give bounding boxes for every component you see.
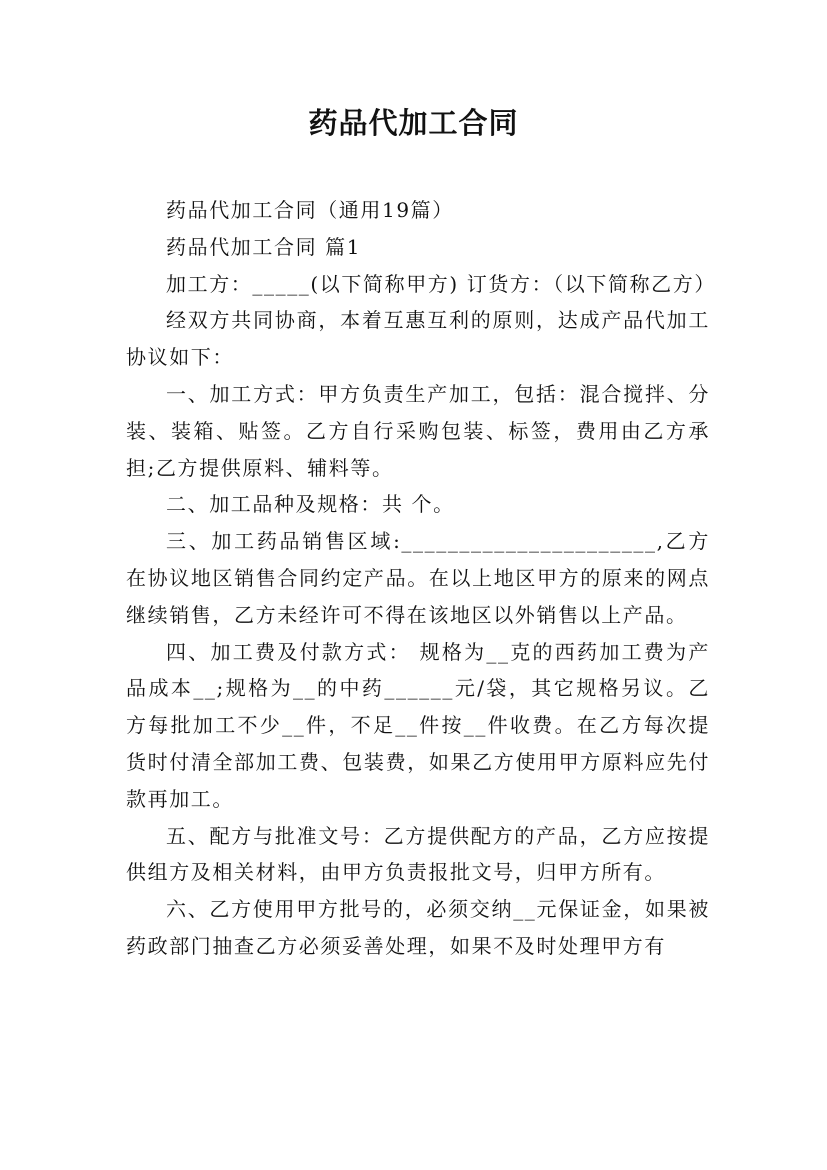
- document-title: 药品代加工合同: [308, 106, 519, 140]
- paragraph-parties: 加工方：_____(以下简称甲方) 订货方：（以下简称乙方）: [166, 271, 716, 296]
- paragraph-clause-2: 二、加工品种及规格：共 个。: [166, 492, 455, 517]
- paragraph-section-heading: 药品代加工合同 篇1: [166, 234, 362, 259]
- paragraph-preamble: 经双方共同协商，本着互惠互利的原则，达成产品代加工协议如下：: [126, 308, 710, 370]
- paragraph-clause-4: 四、加工费及付款方式： 规格为__克的西药加工费为产品成本__;规格为__的中药______元/袋，其它规格另议。乙方每批加工不少__件，不足__件按__件收费。在乙方每次提货时付清全部加工费、包装费，如果乙方使用甲方原料应先付款再加工。: [126, 639, 710, 811]
- paragraph-clause-1: 一、加工方式：甲方负责生产加工，包括：混合搅拌、分装、装箱、贴签。乙方自行采购包装、标签，费用由乙方承担;乙方提供原料、辅料等。: [126, 381, 710, 480]
- paragraph-clause-5: 五、配方与批准文号：乙方提供配方的产品，乙方应按提供组方及相关材料，由甲方负责报批文号，归甲方所有。: [126, 823, 710, 885]
- paragraph-subtitle: 药品代加工合同（通用19篇）: [166, 198, 454, 222]
- paragraph-clause-6: 六、乙方使用甲方批号的，必须交纳__元保证金，如果被药政部门抽查乙方必须妥善处理，如果不及时处理甲方有: [126, 897, 710, 958]
- document-body: [126, 192, 716, 965]
- paragraph-clause-3: 三、加工药品销售区域:______________________,乙方在协议地区销售合同约定产品。在以上地区甲方的原来的网点继续销售，乙方未经许可不得在该地区以外销售以上产品。: [126, 529, 710, 627]
